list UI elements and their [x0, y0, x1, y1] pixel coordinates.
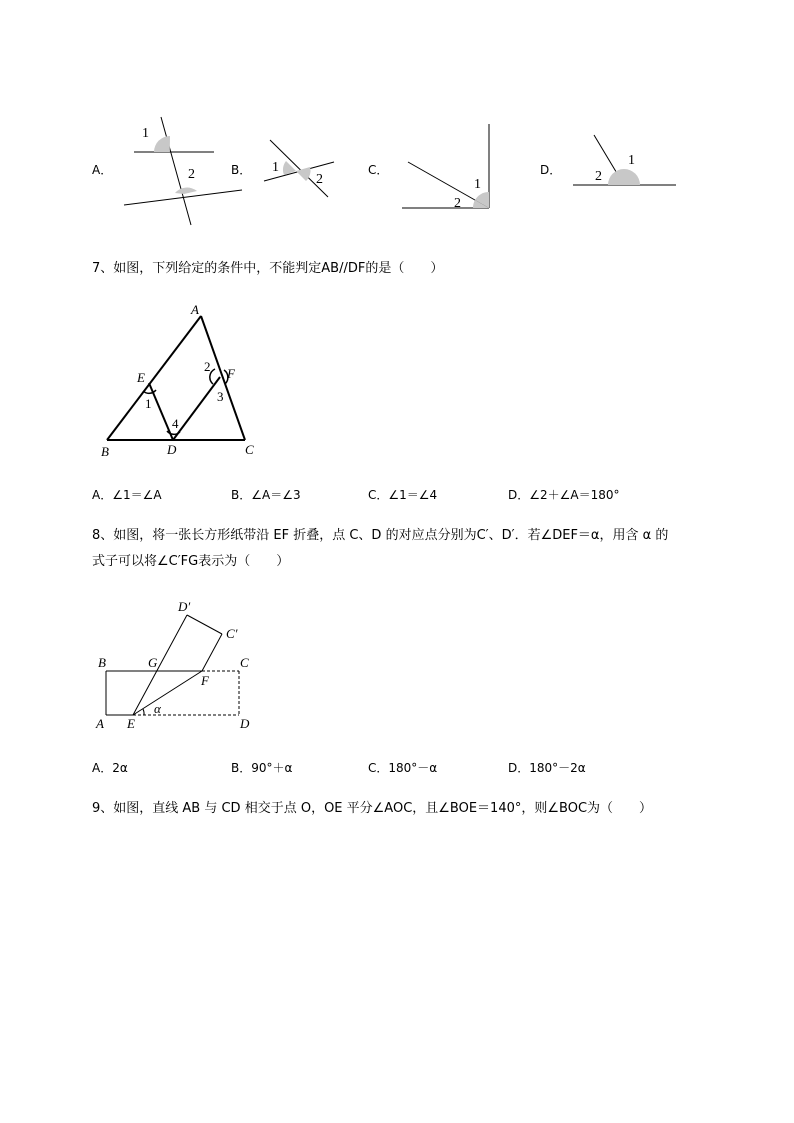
option-b-angle2-label: 2 [316, 172, 323, 187]
option-a-angle2-label: 2 [188, 167, 195, 182]
q8-label-g: G [148, 655, 158, 670]
q8-label-alpha: α [154, 701, 161, 716]
q7-angle-label-3: 3 [217, 389, 224, 404]
q7-angle-label-4: 4 [172, 416, 179, 431]
q7-label-c: C [245, 442, 254, 457]
q7-label-d: D [167, 442, 177, 457]
q8-option-a: A．2α [92, 761, 128, 775]
q7-question-text: 7、如图，下列给定的条件中，不能判定AB//DF的是（ ） [92, 261, 444, 276]
q7-label-b: B [101, 444, 109, 459]
q8-question-text-line1: 8、如图，将一张长方形纸带沿 EF 折叠，点 C、D 的对应点分别为C′、D′．若∠DEF＝α，用含 α 的 [92, 528, 669, 543]
q7-option-b: B．∠A＝∠3 [231, 488, 301, 502]
q7-option-c: C．∠1＝∠4 [368, 488, 438, 502]
option-c-figure [400, 120, 495, 215]
option-a-angle1-label: 1 [142, 126, 149, 141]
q7-label-f: F [227, 366, 235, 381]
q9-question-text: 9、如图，直线 AB 与 CD 相交于点 O，OE 平分∠AOC，且∠BOE＝140°，则∠BOC为（ ） [92, 801, 653, 816]
option-b-letter: B． [231, 163, 252, 177]
q7-option-d: D．∠2＋∠A＝180° [508, 488, 620, 502]
option-d-angle2-label: 2 [595, 169, 602, 184]
option-c-angle2-label: 2 [454, 196, 461, 211]
q7-triangle-figure [95, 300, 265, 465]
q8-option-b: B．90°＋α [231, 761, 293, 775]
q8-label-e: E [127, 716, 135, 731]
option-b-figure [258, 135, 340, 205]
option-d-letter: D． [540, 163, 562, 177]
q8-label-d-prime: D′ [178, 599, 191, 614]
option-c-letter: C． [368, 163, 389, 177]
option-c-angle1-label: 1 [474, 177, 481, 192]
option-a-letter: A． [92, 163, 113, 177]
q8-option-c: C．180°－α [368, 761, 438, 775]
q8-label-d: D [240, 716, 250, 731]
q8-label-f: F [201, 673, 209, 688]
q8-question-text-line2: 式子可以将∠C′FG表示为（ ） [92, 554, 290, 569]
q7-label-a: A [191, 302, 199, 317]
q8-folded-strip-figure [92, 597, 262, 737]
q8-label-b: B [98, 655, 106, 670]
option-d-angle1-label: 1 [628, 153, 635, 168]
option-d-figure [570, 130, 680, 192]
option-a-figure [118, 112, 248, 227]
option-b-angle1-label: 1 [272, 160, 279, 175]
q8-label-c-prime: C′ [226, 626, 238, 641]
q7-angle-label-2: 2 [204, 359, 211, 374]
q7-option-a: A．∠1＝∠A [92, 488, 162, 502]
q7-label-e: E [137, 370, 145, 385]
q8-label-c: C [240, 655, 249, 670]
q8-label-a: A [96, 716, 104, 731]
q7-angle-label-1: 1 [145, 396, 152, 411]
q8-option-d: D．180°－2α [508, 761, 586, 775]
